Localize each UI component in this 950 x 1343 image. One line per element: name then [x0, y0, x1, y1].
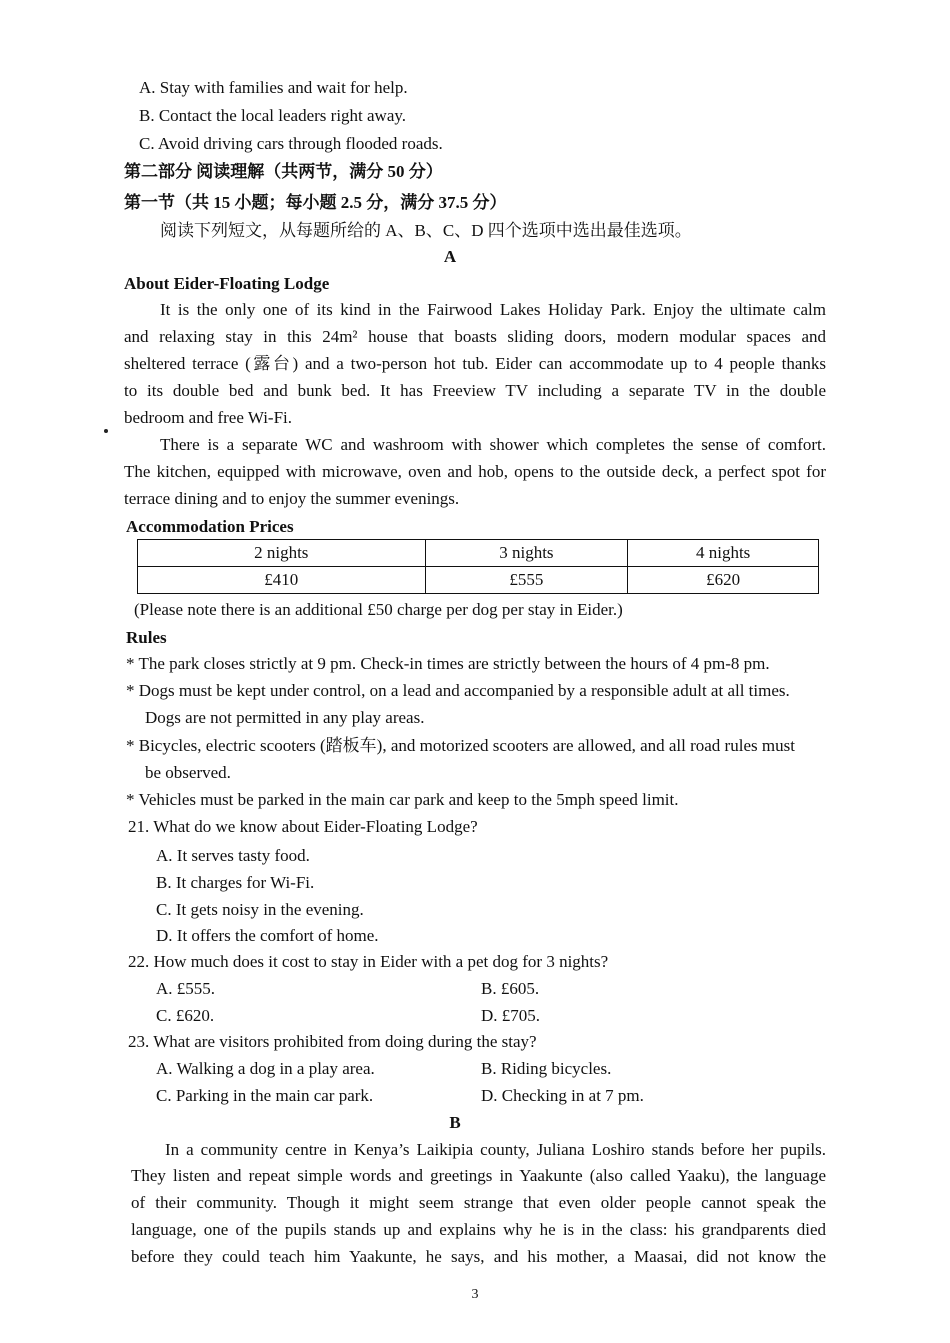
price-header-3-nights: 3 nights: [425, 540, 628, 567]
passage-b-line: In a community centre in Kenya’s Laikipia county, Juliana Loshiro stands before her pupils.: [165, 1140, 826, 1159]
prev-option-a: A. Stay with families and wait for help.: [139, 78, 408, 97]
passage-b-line: language, one of the pupils stands up and explains why he is in the class: his grandparents died: [131, 1220, 826, 1239]
scan-dot: [104, 429, 108, 433]
question-21-option-b: B. It charges for Wi-Fi.: [156, 873, 315, 892]
passage-a-para1-line: It is the only one of its kind in the Fairwood Lakes Holiday Park. Enjoy the ultimate calm: [160, 300, 826, 319]
price-table-header-row: [138, 540, 819, 567]
prev-option-c: C. Avoid driving cars through flooded roads.: [139, 134, 443, 153]
prices-heading: Accommodation Prices: [126, 517, 294, 536]
price-table: [137, 539, 819, 594]
price-value-3-nights: £555: [425, 567, 628, 594]
question-23-option-b: B. Riding bicycles.: [481, 1059, 612, 1078]
price-header-4-nights: 4 nights: [628, 540, 819, 567]
page-number: 3: [471, 1287, 479, 1302]
passage-a-para2-line: There is a separate WC and washroom with shower which completes the sense of comfort.: [160, 435, 826, 454]
question-23-option-a: A. Walking a dog in a play area.: [156, 1059, 375, 1078]
price-value-4-nights: £620: [628, 567, 819, 594]
question-22-option-d: D. £705.: [481, 1006, 541, 1025]
passage-a-para1-line: and relaxing stay in this 24m² house that boasts sliding doors, modern modular spaces and: [124, 327, 826, 346]
question-22-option-b: B. £605.: [481, 979, 540, 998]
instructions: 阅读下列短文，从每题所给的 A、B、C、D 四个选项中选出最佳选项。: [160, 221, 692, 240]
price-table-value-row: [138, 567, 819, 594]
question-22-option-c: C. £620.: [156, 1006, 215, 1025]
question-23-stem: 23. What are visitors prohibited from doing during the stay?: [128, 1032, 537, 1051]
passage-b-line: before they could teach him Yaakunte, he says, and his mother, a Maasai, did not know the: [131, 1247, 826, 1266]
question-21-stem: 21. What do we know about Eider-Floating Lodge?: [128, 817, 478, 836]
question-21-option-a: A. It serves tasty food.: [156, 846, 310, 865]
question-21-option-c: C. It gets noisy in the evening.: [156, 900, 364, 919]
prev-option-b: B. Contact the local leaders right away.: [139, 106, 407, 125]
passage-a-para2-line: The kitchen, equipped with microwave, oven and hob, opens to the outside deck, a perfect spot for: [124, 462, 826, 481]
part2-heading: 第二部分 阅读理解（共两节，满分 50 分）: [124, 162, 443, 181]
question-23-option-c: C. Parking in the main car park.: [156, 1086, 374, 1105]
price-value-2-nights: £410: [138, 567, 426, 594]
question-22-stem: 22. How much does it cost to stay in Eider with a pet dog for 3 nights?: [128, 952, 609, 971]
question-22-option-a: A. £555.: [156, 979, 216, 998]
passage-a-para2-line: terrace dining and to enjoy the summer evenings.: [124, 489, 460, 508]
passage-a-para1-line: to its double bed and bunk bed. It has Freeview TV including a separate TV in the double: [124, 381, 826, 400]
passage-a-para1-line: sheltered terrace (露台) and a two-person hot tub. Eider can accommodate up to 4 people thanks: [124, 354, 826, 373]
rule-item: * Vehicles must be parked in the main car park and keep to the 5mph speed limit.: [126, 790, 679, 809]
passage-b-line: They listen and repeat simple words and greetings in Yaakunte (also called Yaaku), the language: [131, 1166, 826, 1185]
rules-heading: Rules: [126, 628, 167, 647]
passage-b-label: B: [449, 1113, 461, 1132]
question-23-option-d: D. Checking in at 7 pm.: [481, 1086, 644, 1105]
passage-a-title: About Eider-Floating Lodge: [124, 274, 330, 293]
rule-item: * The park closes strictly at 9 pm. Check-in times are strictly between the hours of 4 pm-8 pm.: [126, 654, 770, 673]
rule-item: * Bicycles, electric scooters (踏板车), and motorized scooters are allowed, and all road rules must: [126, 736, 795, 755]
rule-item-continued: Dogs are not permitted in any play areas.: [145, 708, 425, 727]
passage-a-label: A: [443, 247, 457, 266]
section1-heading: 第一节（共 15 小题；每小题 2.5 分，满分 37.5 分）: [124, 193, 507, 212]
price-note: (Please note there is an additional £50 charge per dog per stay in Eider.): [134, 600, 623, 619]
price-header-2-nights: 2 nights: [138, 540, 426, 567]
passage-b-line: of their community. Though it might seem strange that even older people cannot speak the: [131, 1193, 826, 1212]
question-21-option-d: D. It offers the comfort of home.: [156, 926, 379, 945]
passage-a-para1-line: bedroom and free Wi-Fi.: [124, 408, 293, 427]
rule-item-continued: be observed.: [145, 763, 231, 782]
rule-item: * Dogs must be kept under control, on a lead and accompanied by a responsible adult at all times.: [126, 681, 790, 700]
